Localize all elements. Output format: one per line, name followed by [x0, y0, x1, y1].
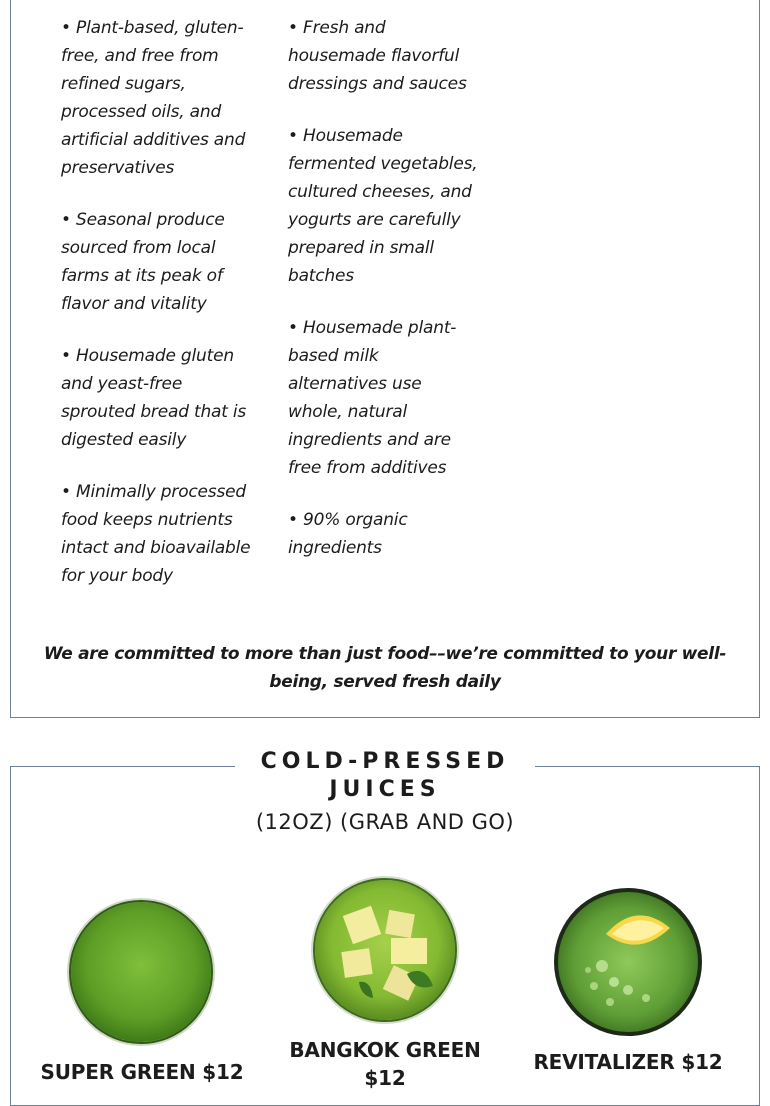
feature-item: • Minimally processed food keeps nutrients intact and bioavailable for your body — [61, 482, 251, 586]
feature-item: • 90% organic ingredients — [288, 510, 408, 558]
feature-item: • Housemade plant-based milk alternatives use whole, natural ingredients and are free from additives — [288, 318, 457, 478]
section-title: COLD-PRESSED JUICES — [260, 749, 510, 802]
juices-heading — [235, 748, 535, 836]
juice-item[interactable] — [275, 874, 495, 1092]
green-juice-glass-image — [32, 896, 252, 1048]
commitment-statement: We are committed to more than just food––we’re committed to your well-being, served fresh daily — [43, 644, 727, 692]
features-column-right — [288, 14, 478, 586]
green-juice-pineapple-glass-image — [275, 874, 495, 1026]
section-subtitle: (12OZ) (GRAB AND GO) — [255, 810, 515, 834]
feature-item: • Plant-based, gluten-free, and free from refined sugars, processed oils, and artificial additives and preservatives — [61, 18, 246, 178]
juice-item[interactable] — [32, 896, 252, 1086]
juice-name: SUPER GREEN $12 — [40, 1060, 244, 1084]
feature-item: • Housemade gluten and yeast-free sprouted bread that is digested easily — [61, 346, 247, 450]
juice-name: REVITALIZER $12 — [533, 1050, 723, 1074]
green-juice-lemon-glass-image — [518, 886, 738, 1038]
juice-item[interactable] — [518, 886, 738, 1076]
features-column-left — [61, 14, 251, 614]
feature-item: • Seasonal produce sourced from local farms at its peak of flavor and vitality — [61, 210, 225, 314]
juice-name: BANGKOK GREEN $12 — [289, 1038, 481, 1090]
feature-item: • Fresh and housemade flavorful dressings and sauces — [288, 18, 467, 94]
feature-item: • Housemade fermented vegetables, cultured cheeses, and yogurts are carefully prepared in small batches — [288, 126, 478, 286]
